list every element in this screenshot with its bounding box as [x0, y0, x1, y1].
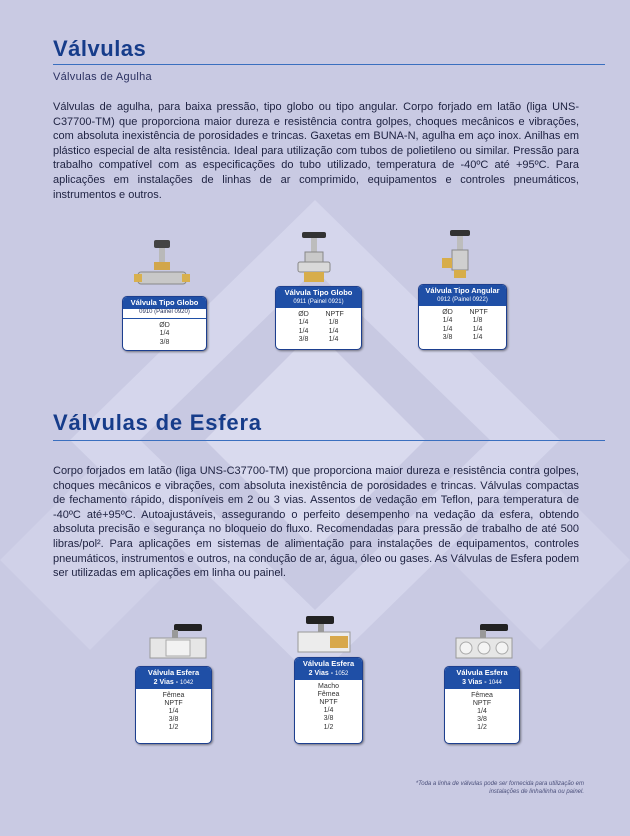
- product-card-1044: [444, 666, 520, 744]
- table-row: [276, 328, 361, 337]
- list-item: Fêmea: [317, 690, 340, 698]
- list-item: 1/4: [323, 707, 334, 715]
- globe-valve-image: [290, 230, 340, 288]
- card-title: Válvula Tipo Angular: [419, 285, 506, 297]
- angle-valve-image: [440, 228, 480, 284]
- globe-valve-image: [132, 238, 192, 300]
- cell-od: 1/4: [442, 317, 453, 325]
- card-vias: 2 Vias: [153, 678, 174, 686]
- card-title: Válvula Esfera: [295, 658, 362, 670]
- list-item: NPTF: [472, 699, 492, 707]
- column-header: NPTF: [325, 310, 344, 318]
- list-item: Fêmea: [471, 691, 493, 699]
- footnote: *Toda a linha de válvulas pode ser fornecida para utilização em instalações de linha/linha ou painel.: [415, 781, 584, 795]
- cell-nptf: 1/4: [472, 334, 483, 342]
- needle-valves-description: Válvulas de agulha, para baixa pressão, tipo globo ou tipo angular. Corpo forjado em latão (liga UNS-C37700-TM) que proporciona maior dureza e resistência contra golpes, choques mecânicos e vibrações, com absoluta inexistência de porosidades e trincas. Gaxetas em BUNA-N, agulha em aço inox. Anilhas em plástico especial de alta resistência. Ideal para utilização com tubos de polietileno ou similar. Pressão para trabalho compatível com as especificações do tubo utilizado, temperatura de -40ºC até +95ºC. Para aplicações em instalações de linhas de ar comprimido, equipamentos e controles pneumáticos, instrumentos e outros.: [53, 101, 579, 201]
- cell-nptf: 1/4: [472, 325, 483, 333]
- section-title-valvulas: Válvulas: [53, 36, 147, 61]
- card-subtitle: 3 Vias - 1044: [445, 679, 519, 689]
- cell-nptf: 1/8: [328, 319, 339, 327]
- card-title: Válvula Esfera: [136, 667, 211, 679]
- column-header: ØD: [159, 321, 170, 329]
- table-row: [276, 319, 361, 328]
- list-item: 1/2: [477, 724, 487, 732]
- product-card-0910: [122, 296, 207, 351]
- list-item: Fêmea: [162, 691, 185, 699]
- cell-od: 1/4: [442, 325, 453, 333]
- card-vias: 2 Vias: [308, 669, 329, 677]
- card-code: 1042: [180, 679, 194, 686]
- card-code: 1044: [488, 679, 502, 686]
- list-item: NPTF: [164, 699, 183, 707]
- column-header: NPTF: [469, 308, 488, 316]
- list-item: 3/8: [168, 716, 179, 724]
- card-code: 0911 (Painel 0921): [276, 299, 361, 308]
- table-row: [419, 326, 506, 335]
- card-title: Válvula Tipo Globo: [123, 297, 206, 309]
- card-vias: 3 Vias: [462, 678, 483, 686]
- ball-valve-2-way-image: [296, 614, 356, 656]
- list-item: 3/8: [323, 715, 334, 723]
- list-item: Macho: [317, 682, 339, 690]
- table-row: [419, 334, 506, 343]
- card-title: Válvula Esfera: [445, 667, 519, 679]
- card-title: Válvula Tipo Globo: [276, 287, 361, 299]
- cell-od: 3/8: [442, 334, 453, 342]
- list-item: 1/2: [323, 723, 334, 731]
- section-subtitle: Válvulas de Agulha: [53, 71, 152, 83]
- card-code: 0910 (Painel 0920): [123, 309, 206, 319]
- cell-od: 3/8: [298, 336, 309, 344]
- table-row: 3/8: [159, 338, 170, 346]
- ball-valves-description: Corpo forjados em latão (liga UNS-C37700-TM) que proporciona maior dureza e resistência contra golpes, choques mecânicos e vibrações, com absoluta inexistência de porosidades e trincas. Válvulas compactas de fechamento rápido, disponíveis em 2 ou 3 vias. Assentos de vedação em Teflon, para temperatura de -40ºC até+95ºC. Autoajustáveis, assegurando o perfeito desempenho na vedação da esfera, obtendo absoluta precisão e segurança no bloqueio do fluxo. Recomendadas para pressão de trabalho de até 500 libras/pol². Para aplicações em sistemas de alimentação para instalações de equipamentos, controles pneumáticos, instrumentos e outros, na condução de ar, água, óleo ou gases. As Válvulas de Esfera podem ser utilizadas em aplicações em linha ou painel.: [53, 465, 579, 580]
- section-title-valvulas-esfera: Válvulas de Esfera: [53, 410, 262, 435]
- ball-valve-2-way-image: [146, 622, 210, 664]
- card-code: 0912 (Painel 0922): [419, 297, 506, 306]
- list-item: 1/4: [168, 707, 179, 715]
- card-code: 1052: [335, 670, 349, 677]
- table-row: 1/4: [159, 330, 170, 338]
- title-divider: [53, 440, 605, 441]
- cell-od: 1/4: [298, 327, 309, 335]
- column-header: ØD: [298, 310, 309, 318]
- column-header: ØD: [442, 308, 453, 316]
- list-item: 1/4: [477, 707, 487, 715]
- cell-nptf: 1/4: [328, 327, 339, 335]
- cell-nptf: 1/8: [472, 317, 483, 325]
- table-row: [419, 317, 506, 326]
- card-subtitle: 2 Vias - 1042: [136, 679, 211, 689]
- list-item: 3/8: [477, 716, 487, 724]
- product-card-1042: [135, 666, 212, 744]
- product-card-0911: [275, 286, 362, 350]
- title-divider: [53, 64, 605, 65]
- list-item: 1/2: [168, 724, 179, 732]
- table-row: [276, 336, 361, 345]
- product-card-0912: [418, 284, 507, 350]
- ball-valve-3-way-image: [454, 622, 514, 666]
- cell-od: 1/4: [298, 319, 309, 327]
- cell-nptf: 1/4: [328, 336, 339, 344]
- product-card-1052: [294, 657, 363, 744]
- list-item: NPTF: [319, 698, 338, 706]
- card-subtitle: 2 Vias - 1052: [295, 670, 362, 680]
